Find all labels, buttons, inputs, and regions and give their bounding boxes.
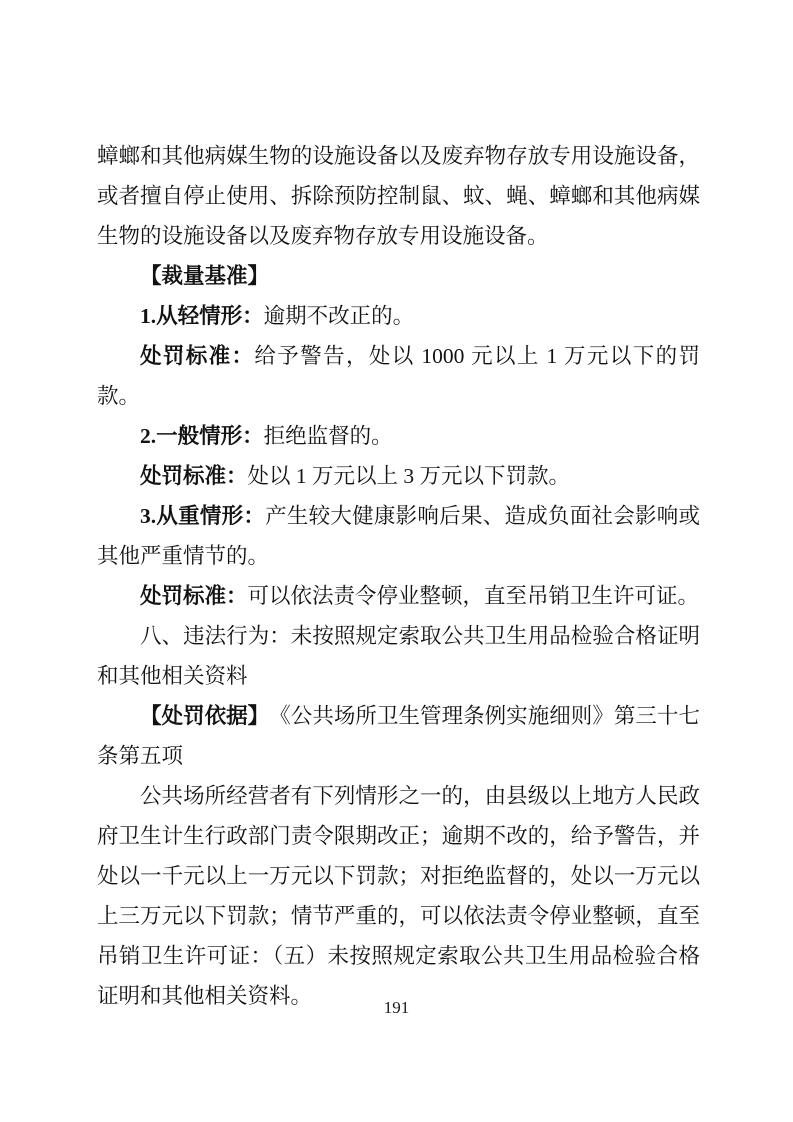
text-run: 八、违法行为：未按照规定索取公共卫生用品检验合格证明和其他相关资料 [97,624,700,688]
penalty-standard-lenient [97,336,700,416]
text-run: 1.从轻情形： [140,304,264,328]
penalty-standard-severe [97,576,700,616]
text-run: 《公共场所卫生管理条例实施细则》第三十七条第五项 [97,704,700,768]
text-run: 产生较大健康影响后果、造成负面社会影响或其他严重情节的。 [97,504,700,568]
item-lenient-circumstance [97,296,700,336]
text-run: 【裁量基准】 [140,264,270,288]
text-run: 处罚标准： [140,344,255,368]
item-severe-circumstance [97,496,700,576]
text-run: 处罚标准： [140,464,248,488]
text-run: 蟑螂和其他病媒生物的设施设备以及废弃物存放专用设施设备，或者擅自停止使用、拆除预防控制鼠、蚊、蝇、蟑螂和其他病媒生物的设施设备以及废弃物存放专用设施设备。 [97,144,700,248]
text-run: 处罚标准： [140,584,248,608]
text-run: 给予警告，处以 1000 元以上 1 万元以下的罚款。 [97,344,700,408]
text-run: 2.一般情形： [140,424,264,448]
text-run: 处以 1 万元以上 3 万元以下罚款。 [247,464,571,488]
text-run: 公共场所经营者有下列情形之一的，由县级以上地方人民政府卫生计生行政部门责令限期改正；逾期不改的，给予警告，并处以一千元以上一万元以下罚款；对拒绝监督的，处以一万元以上三万元以下罚款；情节严重的，可以依法责令停业整顿，直至吊销卫生许可证：（五）未按照规定索取公共卫生用品检验合格证明和其他相关资料。 [97,784,700,1008]
paragraph-facilities-continuation [97,136,700,256]
penalty-standard-general [97,456,700,496]
text-run: 逾期不改正的。 [263,304,415,328]
item-general-circumstance [97,416,700,456]
text-run: 3.从重情形： [140,504,266,528]
text-run: 可以依法责令停业整顿，直至吊销卫生许可证。 [247,584,700,608]
page-number: 191 [383,998,410,1017]
heading-discretion-basis [97,256,700,296]
paragraph-regulation-text [97,776,700,1016]
document-body [97,136,700,1016]
paragraph-penalty-basis [97,696,700,776]
paragraph-violation-item-8 [97,616,700,696]
text-run: 【处罚依据】 [140,704,259,728]
page-footer [0,998,793,1018]
text-run: 拒绝监督的。 [263,424,393,448]
